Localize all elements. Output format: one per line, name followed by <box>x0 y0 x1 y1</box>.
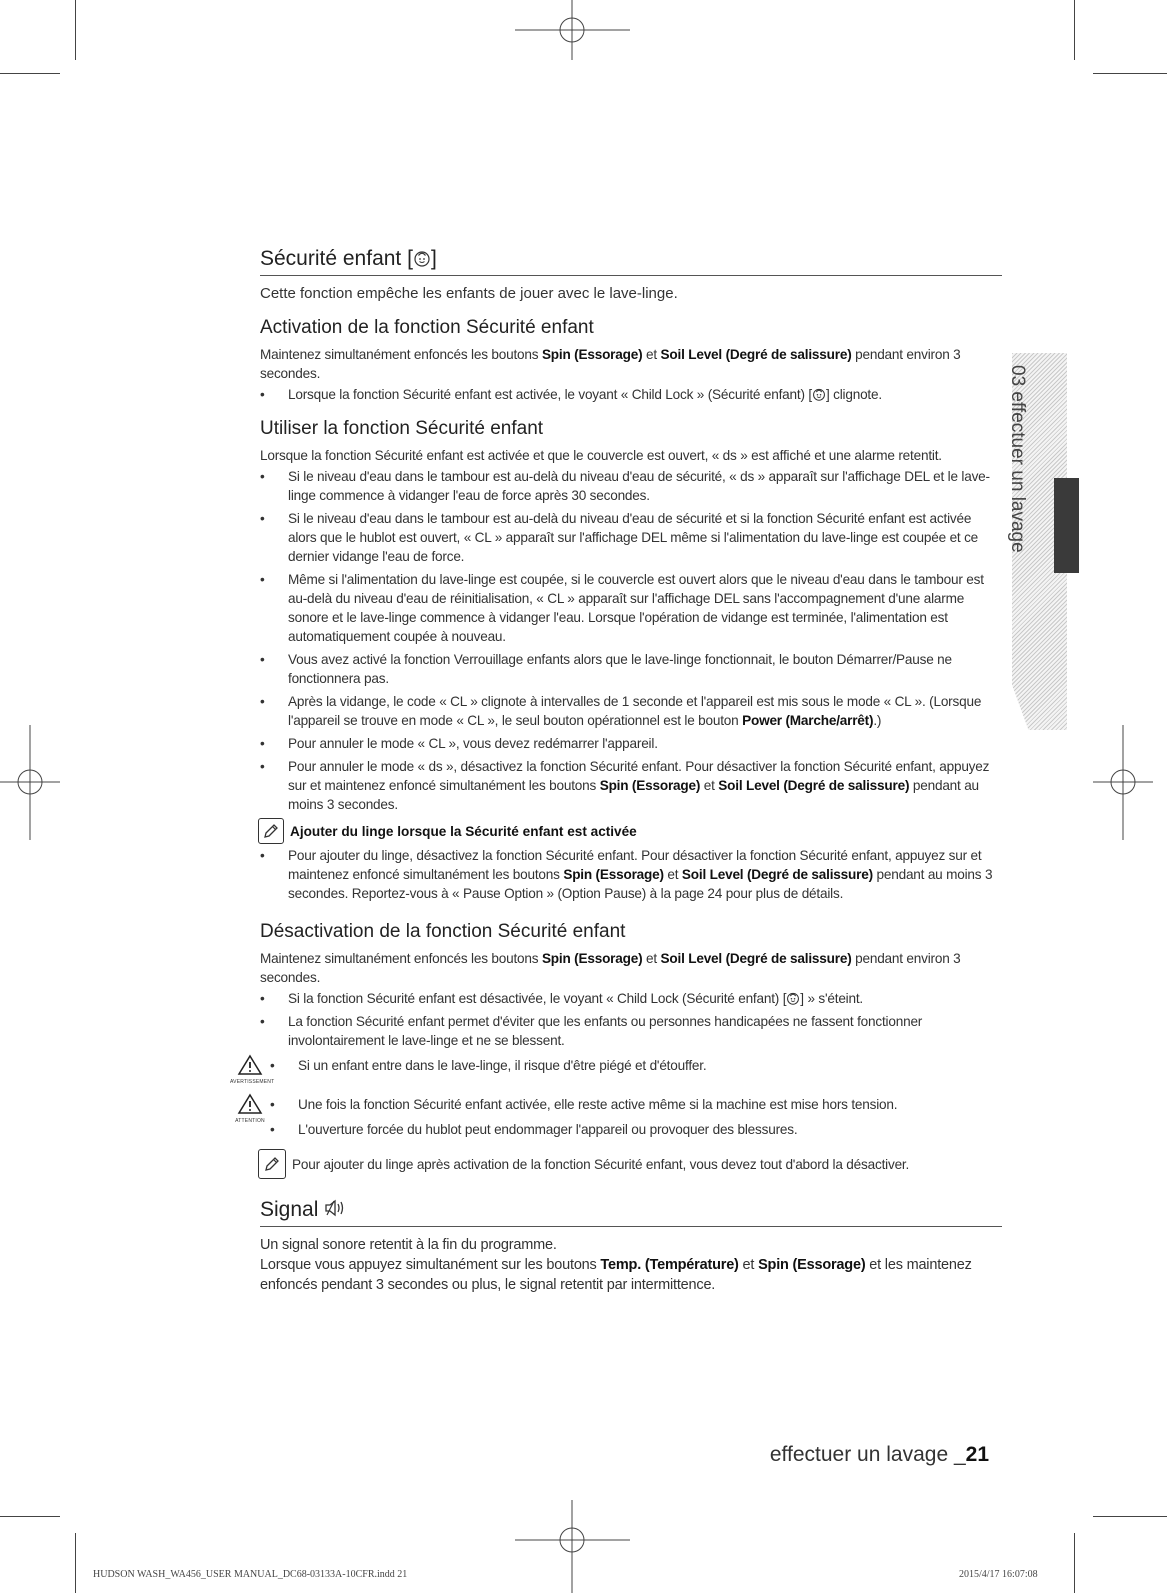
caution-triangle-icon <box>230 1093 270 1124</box>
crop-mark <box>1093 73 1167 74</box>
crop-mark <box>1074 0 1075 60</box>
section-title-text: Sécurité enfant [ <box>260 247 413 270</box>
list-item: • Si un enfant entre dans le lave-linge, il risque d'être piégé et d'étouffer. <box>270 1056 1002 1075</box>
list-item: • Pour ajouter du linge, désactivez la fonction Sécurité enfant. Pour désactiver la fonction Sécurité enfant, appuyez sur et maintenez enfoncé simultanément les boutons Spin (Essorage) et Soil Level (Degré de salissure) pendant au moins 3 secondes. Reportez-vous à « Pause Option » (Option Pause) à la page 24 pour plus de détails. <box>260 846 1002 903</box>
crop-mark <box>0 1516 60 1517</box>
crop-mark <box>1074 1533 1075 1593</box>
registration-mark-top <box>515 0 630 60</box>
child-lock-icon <box>413 248 431 273</box>
page-content <box>230 246 1002 1295</box>
registration-mark-bottom <box>515 1500 630 1593</box>
signal-paragraph-2: Lorsque vous appuyez simultanément sur les boutons Temp. (Température) et Spin (Essorage) et les maintenez enfoncés pendant 3 secondes ou plus, le signal retentit par intermittence. <box>260 1257 972 1293</box>
page-number: 21 <box>965 1443 989 1466</box>
caution-list <box>270 1095 1002 1145</box>
use-paragraph: Lorsque la fonction Sécurité enfant est activée et que le couvercle est ouvert, « ds » est affiché et une alarme retentit. <box>260 448 942 463</box>
side-tab-label: 03 effectuer un lavage <box>1007 365 1028 553</box>
use-heading: Utiliser la fonction Sécurité enfant <box>260 418 544 439</box>
section-title-signal <box>260 1197 1002 1227</box>
list-item: • Si le niveau d'eau dans le tambour est au-delà du niveau d'eau de sécurité et si la fonction Sécurité enfant est activée alors que le hublot est ouvert, « CL » apparaît sur l'affichage DEL même si l'alimentation du lave-linge est coupée et ce dernier vidange l'eau de force. <box>260 509 1002 566</box>
list-item: • Vous avez activé la fonction Verrouillage enfants alors que le lave-linge fonctionnait, le bouton Démarrer/Pause ne fonctionnera pas. <box>260 650 1002 688</box>
warning-caption: AVERTISSEMENT <box>230 1079 275 1085</box>
caution-block <box>230 1093 1002 1145</box>
note-2-text: Pour ajouter du linge après activation de la fonction Sécurité enfant, vous devez tout d'abord la désactiver. <box>292 1156 910 1172</box>
section-title-child-lock <box>260 246 1002 276</box>
deactivation-list <box>260 989 1002 1050</box>
list-item: • L'ouverture forcée du hublot peut endommager l'appareil ou provoquer des blessures. <box>270 1120 1002 1139</box>
print-slug-filename: HUDSON WASH_WA456_USER MANUAL_DC68-03133A-10CFR.indd 21 <box>93 1569 408 1580</box>
note-heading-text: Ajouter du linge lorsque la Sécurité enfant est activée <box>290 823 637 839</box>
crop-mark <box>75 0 76 60</box>
signal-title-text: Signal <box>260 1198 319 1221</box>
caution-caption: ATTENTION <box>235 1118 265 1124</box>
section-title-bracket: ] <box>430 247 437 270</box>
crop-mark <box>1093 1516 1167 1517</box>
list-item: • Pour annuler le mode « ds », désactivez la fonction Sécurité enfant. Pour désactiver la fonction Sécurité enfant, appuyez sur et maintenez enfoncé simultanément les boutons Spin (Essorage) et Soil Level (Degré de salissure) pendant au moins 3 secondes. <box>260 757 1002 814</box>
warning-block <box>230 1054 1002 1085</box>
warning-triangle-icon <box>230 1054 275 1085</box>
child-lock-icon <box>786 991 800 1006</box>
activation-paragraph: Maintenez simultanément enfoncés les boutons Spin (Essorage) et Soil Level (Degré de salissure) pendant environ 3 secondes. <box>260 347 961 381</box>
note-pencil-icon <box>258 1149 286 1179</box>
warning-list <box>270 1056 1002 1081</box>
activation-list <box>260 385 1002 404</box>
crop-mark <box>75 1533 76 1593</box>
child-lock-icon <box>812 387 826 402</box>
note-list <box>260 846 1002 903</box>
registration-mark-right <box>1093 725 1153 840</box>
crop-mark <box>0 73 60 74</box>
signal-paragraph-1: Un signal sonore retentit à la fin du programme. <box>260 1237 557 1253</box>
deactivation-heading: Désactivation de la fonction Sécurité enfant <box>260 921 626 942</box>
deactivation-paragraph: Maintenez simultanément enfoncés les boutons Spin (Essorage) et Soil Level (Degré de salissure) pendant environ 3 secondes. <box>260 951 961 985</box>
use-list <box>260 467 1002 814</box>
print-slug-timestamp: 2015/4/17 16:07:08 <box>959 1569 1038 1580</box>
list-item: • Une fois la fonction Sécurité enfant activée, elle reste active même si la machine est mise hors tension. <box>270 1095 1002 1114</box>
list-item: • Si la fonction Sécurité enfant est désactivée, le voyant « Child Lock (Sécurité enfant) [ ] » s'éteint. <box>260 989 1002 1008</box>
activation-heading: Activation de la fonction Sécurité enfant <box>260 317 594 338</box>
page-footer-title <box>770 1443 989 1467</box>
list-item: • Après la vidange, le code « CL » clignote à intervalles de 1 seconde et l'appareil est mis sous le mode « CL ». (Lorsque l'appareil se trouve en mode « CL », le seul bouton opérationnel est le bouton Power (Marche/arrêt).) <box>260 692 1002 730</box>
list-item: • Même si l'alimentation du lave-linge est coupée, si le couvercle est ouvert alors que le niveau d'eau dans le tambour est au-delà du niveau d'eau de réinitialisation, « CL » apparaît sur l'affichage DEL sans l'accompagnement d'une alarme sonore et le lave-linge commence à vidanger l'eau. Lorsque l'opération de vidange est terminée, l'alimentation est automatiquement coupée à nouveau. <box>260 570 1002 646</box>
list-item: • Si le niveau d'eau dans le tambour est au-delà du niveau d'eau de sécurité, « ds » apparaît sur l'affichage DEL et le lave-linge commence à vidanger l'eau de force après 30 secondes. <box>260 467 1002 505</box>
footer-label: effectuer un lavage _ <box>769 1443 966 1466</box>
chapter-side-tab <box>1007 353 1067 730</box>
list-item: • Pour annuler le mode « CL », vous devez redémarrer l'appareil. <box>260 734 1002 753</box>
list-item: • La fonction Sécurité enfant permet d'éviter que les enfants ou personnes handicapées ne fassent fonctionner involontairement le lave-linge et ne se blessent. <box>260 1012 1002 1050</box>
speaker-icon <box>324 1198 346 1224</box>
note-2 <box>258 1149 1002 1179</box>
registration-mark-left <box>0 725 60 840</box>
side-tab-marker <box>1054 478 1079 573</box>
section-intro: Cette fonction empêche les enfants de jouer avec le lave-linge. <box>260 285 678 302</box>
note-heading <box>258 818 1002 844</box>
note-pencil-icon <box>258 818 284 844</box>
list-item: • Lorsque la fonction Sécurité enfant est activée, le voyant « Child Lock » (Sécurité enfant) [ ] clignote. <box>260 385 1002 404</box>
